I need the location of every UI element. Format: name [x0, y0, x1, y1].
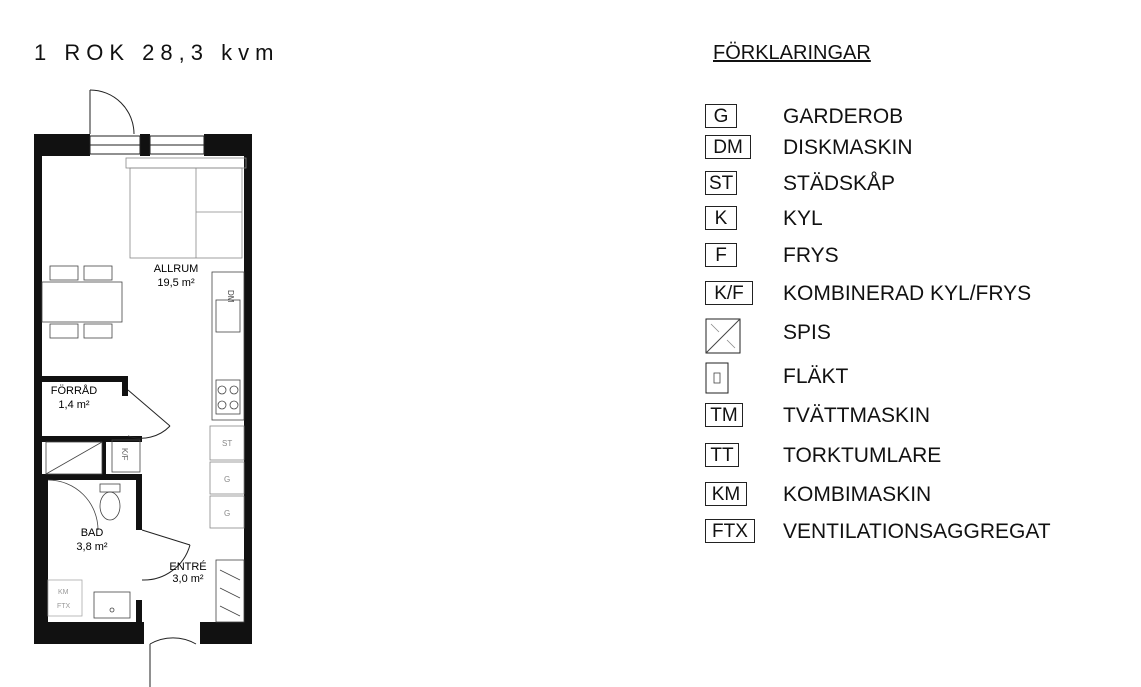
legend-item-tm [705, 403, 1125, 431]
legend-label: KOMBIMASKIN [783, 483, 932, 506]
legend-label: STÄDSKÅP [783, 172, 896, 195]
entre-name: ENTRÉ [169, 561, 207, 573]
washbasin [94, 592, 130, 618]
allrum-name: ALLRUM [153, 263, 199, 275]
storage-diagonal [46, 442, 102, 474]
legend-label: GARDEROB [783, 105, 904, 128]
legend-code: TM [705, 403, 743, 427]
legend-code: F [705, 243, 737, 267]
forrad-name: FÖRRÅD [50, 385, 98, 397]
bad-area: 3,8 m² [76, 541, 108, 553]
legend-item-tt [705, 443, 1125, 471]
legend-code: DM [705, 135, 751, 159]
legend-code: FTX [705, 519, 755, 543]
st-mark: ST [222, 439, 233, 448]
plan-title: 1 ROK 28,3 kvm [34, 40, 280, 65]
legend-code: G [705, 104, 737, 128]
entrance-door [150, 638, 196, 687]
entre-area: 3,0 m² [172, 573, 204, 585]
dining-table [42, 266, 122, 338]
stove-icon [705, 318, 741, 354]
legend-heading: FÖRKLARINGAR [713, 42, 871, 64]
legend-code: K [705, 206, 737, 230]
toilet [100, 484, 120, 520]
legend-code: K/F [705, 281, 753, 305]
allrum-area: 19,5 m² [157, 277, 195, 289]
entrance-wardrobe [216, 560, 244, 622]
legend-label: KOMBINERAD KYL/FRYS [783, 282, 1032, 305]
legend-code: ST [705, 171, 737, 195]
legend-label: SPIS [783, 321, 831, 344]
dm-mark: DM [226, 290, 235, 303]
g-mark-2: G [224, 509, 231, 518]
balcony-door [90, 90, 134, 134]
legend-label: TVÄTTMASKIN [783, 404, 931, 427]
legend-item-kf [705, 281, 1125, 309]
ftx-mark: FTX [57, 603, 71, 610]
legend-item-f [705, 243, 1125, 271]
legend-code: TT [705, 443, 739, 467]
legend-item-km [705, 482, 1125, 510]
bad-name: BAD [80, 527, 104, 539]
km-mark: KM [58, 589, 69, 596]
legend-item-g [705, 104, 1125, 132]
legend-item-dm [705, 135, 1125, 163]
washing-machine [48, 580, 82, 616]
g-mark: G [224, 475, 231, 484]
forrad-area: 1,4 m² [58, 399, 90, 411]
legend-item-flakt [705, 362, 1125, 390]
legend-label: DISKMASKIN [783, 136, 913, 159]
kf-mark: K/F [120, 448, 129, 461]
legend-label: KYL [783, 207, 823, 230]
legend-code: KM [705, 482, 747, 506]
floor-plan [0, 0, 300, 687]
storage-door [128, 390, 170, 438]
legend-item-st [705, 171, 1125, 199]
legend-item-k [705, 206, 1125, 234]
fan-icon [705, 362, 729, 394]
interior-walls [42, 376, 142, 624]
shower [48, 480, 98, 530]
legend-label: FLÄKT [783, 365, 849, 388]
legend-item-ftx [705, 519, 1125, 547]
legend-item-spis [705, 318, 1125, 346]
legend-label: FRYS [783, 244, 839, 267]
legend-label: TORKTUMLARE [783, 444, 942, 467]
sofa [126, 158, 246, 258]
legend-label: VENTILATIONSAGGREGAT [783, 520, 1051, 543]
